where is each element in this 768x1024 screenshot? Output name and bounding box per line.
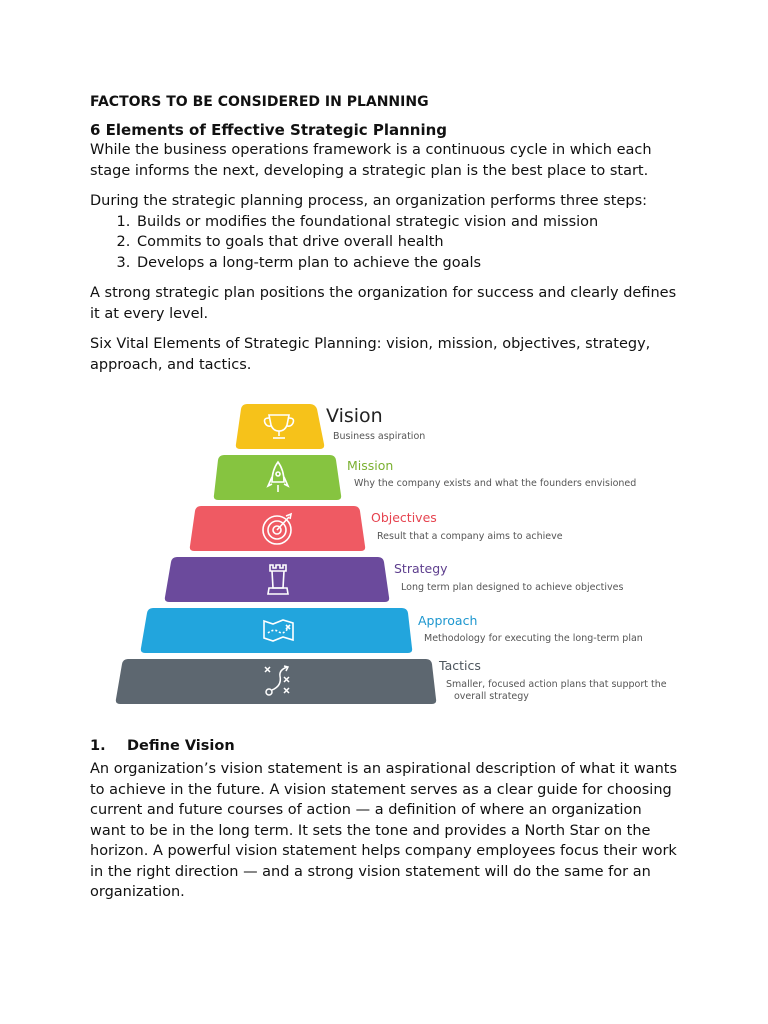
trophy-icon (265, 415, 294, 438)
map-icon (264, 620, 293, 641)
target-icon (263, 514, 291, 544)
pyramid-desc-objectives: Result that a company aims to achieve (377, 531, 563, 542)
pyramid-label-vision: Vision (326, 405, 383, 427)
list-item: 1. Builds or modifies the foundational strategic vision and mission (135, 212, 690, 233)
section-title: Define Vision (127, 738, 235, 754)
steps-intro: During the strategic planning process, an organization performs three steps: (90, 193, 648, 209)
pyramid-label-objectives: Objectives (371, 510, 437, 525)
pyramid-layer-mission (214, 455, 341, 500)
six-elements-paragraph: Six Vital Elements of Strategic Planning: vision, mission, objectives, strategy, approach, and tactics. (90, 336, 651, 373)
section-heading (90, 738, 235, 754)
pyramid-desc-vision: Business aspiration (333, 431, 426, 442)
play-diagram-icon (265, 666, 289, 695)
section-number: 1. (90, 738, 106, 754)
pyramid-label-approach: Approach (418, 613, 478, 628)
pyramid-layer-vision (236, 404, 324, 449)
pyramid-layer-approach (141, 608, 412, 653)
chess-rook-icon (268, 565, 288, 594)
rocket-icon (268, 462, 288, 492)
section-subtitle: 6 Elements of Effective Strategic Planning (90, 121, 448, 139)
page-title: FACTORS TO BE CONSIDERED IN PLANNING (90, 94, 429, 110)
pyramid-desc-tactics-1: Smaller, focused action plans that support the (446, 679, 667, 690)
pyramid-label-mission: Mission (347, 458, 394, 473)
pyramid-label-tactics: Tactics (439, 658, 481, 673)
pyramid-desc-approach: Methodology for executing the long-term plan (424, 633, 643, 644)
pyramid-desc-tactics-2: overall strategy (454, 691, 529, 702)
pyramid-desc-strategy: Long term plan designed to achieve objectives (401, 582, 624, 593)
document-page (90, 92, 690, 375)
pyramid-layer-objectives (190, 506, 365, 551)
strong-plan-paragraph: A strong strategic plan positions the organization for success and clearly defines it at every level. (90, 285, 677, 322)
pyramid-layer-strategy (165, 557, 389, 602)
pyramid-label-strategy: Strategy (394, 561, 448, 576)
section-body: An organization’s vision statement is an aspirational description of what it wants to achieve in the future. A vision statement serves as a clear guide for choosing current and future courses of action — a definition of where an organization want to be in the long term. It sets the tone and provides a North Star on the horizon. A powerful vision statement helps company employees focus their work in the right direction — and a strong vision statement will do the same for an organization. (90, 761, 678, 900)
list-item: 3. Develops a long-term plan to achieve the goals (135, 253, 690, 274)
intro-paragraph: While the business operations framework is a continuous cycle in which each stage informs the next, developing a strategic plan is the best place to start. (90, 142, 652, 179)
pyramid-layer-tactics (116, 659, 436, 704)
pyramid-desc-mission: Why the company exists and what the founders envisioned (354, 478, 637, 489)
steps-list (90, 212, 690, 274)
list-item: 2. Commits to goals that drive overall health (135, 232, 690, 253)
